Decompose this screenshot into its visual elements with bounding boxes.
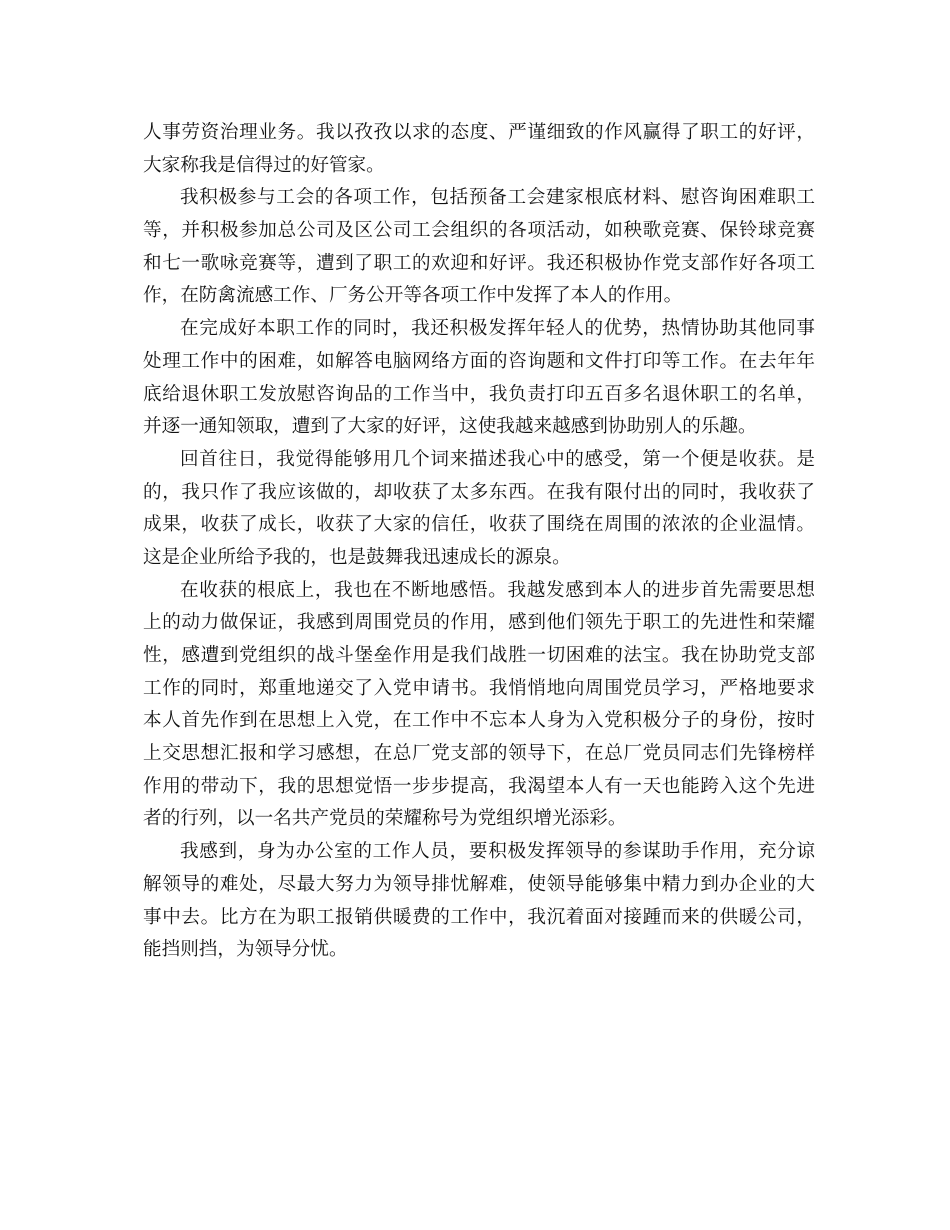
text-line: 工作的同时，郑重地递交了入党申请书。我悄悄地向周围党员学习，严格地要求 xyxy=(143,677,815,699)
text-line: 这是企业所给予我的，也是鼓舞我迅速成长的源泉。 xyxy=(143,546,571,568)
text-line: 者的行列，以一名共产党员的荣耀称号为党组织增光添彩。 xyxy=(143,808,627,830)
text-line: 大家称我是信得过的好管家。 xyxy=(143,154,385,176)
paragraph-first-line: 在收获的根底上，我也在不断地感悟。我越发感到本人的进步首先需要思想 xyxy=(180,579,815,601)
text-line: 人事劳资治理业务。我以孜孜以求的态度、严谨细致的作风赢得了职工的好评， xyxy=(143,122,815,143)
paragraph-first-line: 我感到，身为办公室的工作人员，要积极发挥领导的参谋助手作用，充分谅 xyxy=(180,841,815,863)
document-body xyxy=(143,117,815,967)
text-line: 作用的带动下，我的思想觉悟一步步提高，我渴望本人有一天也能跨入这个先进 xyxy=(143,775,815,797)
text-line: 和七一歌咏竞赛等，遭到了职工的欢迎和好评。我还积极协作党支部作好各项工 xyxy=(143,252,815,274)
text-line: 的，我只作了我应该做的，却收获了太多东西。在我有限付出的同时，我收获了 xyxy=(143,481,815,503)
text-line: 本人首先作到在思想上入党，在工作中不忘本人身为入党积极分子的身份，按时 xyxy=(143,710,815,732)
paragraph-first-line: 在完成好本职工作的同时，我还积极发挥年轻人的优势，热情协助其他同事 xyxy=(180,318,815,340)
text-line: 性，感遭到党组织的战斗堡垒作用是我们战胜一切困难的法宝。我在协助党支部 xyxy=(143,645,815,666)
text-line: 解领导的难处，尽最大努力为领导排忧解难，使领导能够集中精力到办企业的大 xyxy=(143,873,815,895)
text-line: 上交思想汇报和学习感想，在总厂党支部的领导下，在总厂党员同志们先锋榜样 xyxy=(143,743,815,765)
paragraph-first-line: 我积极参与工会的各项工作，包括预备工会建家根底材料、慰咨询困难职工 xyxy=(180,187,815,209)
paragraph-first-line: 回首往日，我觉得能够用几个词来描述我心中的感受，第一个便是收获。是 xyxy=(180,448,815,470)
text-line: 作，在防禽流感工作、厂务公开等各项工作中发挥了本人的作用。 xyxy=(143,285,683,307)
text-line: 事中去。比方在为职工报销供暖费的工作中，我沉着面对接踵而来的供暖公司， xyxy=(143,906,815,928)
text-line: 处理工作中的困难，如解答电脑网络方面的咨询题和文件打印等工作。在去年年 xyxy=(143,350,815,372)
text-line: 底给退休职工发放慰咨询品的工作当中，我负责打印五百多名退休职工的名单， xyxy=(143,383,815,405)
text-line: 成果，收获了成长，收获了大家的信任，收获了围绕在周围的浓浓的企业温情。 xyxy=(143,514,815,536)
text-line: 上的动力做保证，我感到周围党员的作用，感到他们领先于职工的先进性和荣耀 xyxy=(143,612,815,634)
text-line: 并逐一通知领取，遭到了大家的好评，这使我越来越感到协助别人的乐趣。 xyxy=(143,416,757,438)
text-line: 等，并积极参加总公司及区公司工会组织的各项活动，如秧歌竞赛、保铃球竞赛 xyxy=(143,220,815,242)
text-line: 能挡则挡，为领导分忧。 xyxy=(143,939,348,961)
